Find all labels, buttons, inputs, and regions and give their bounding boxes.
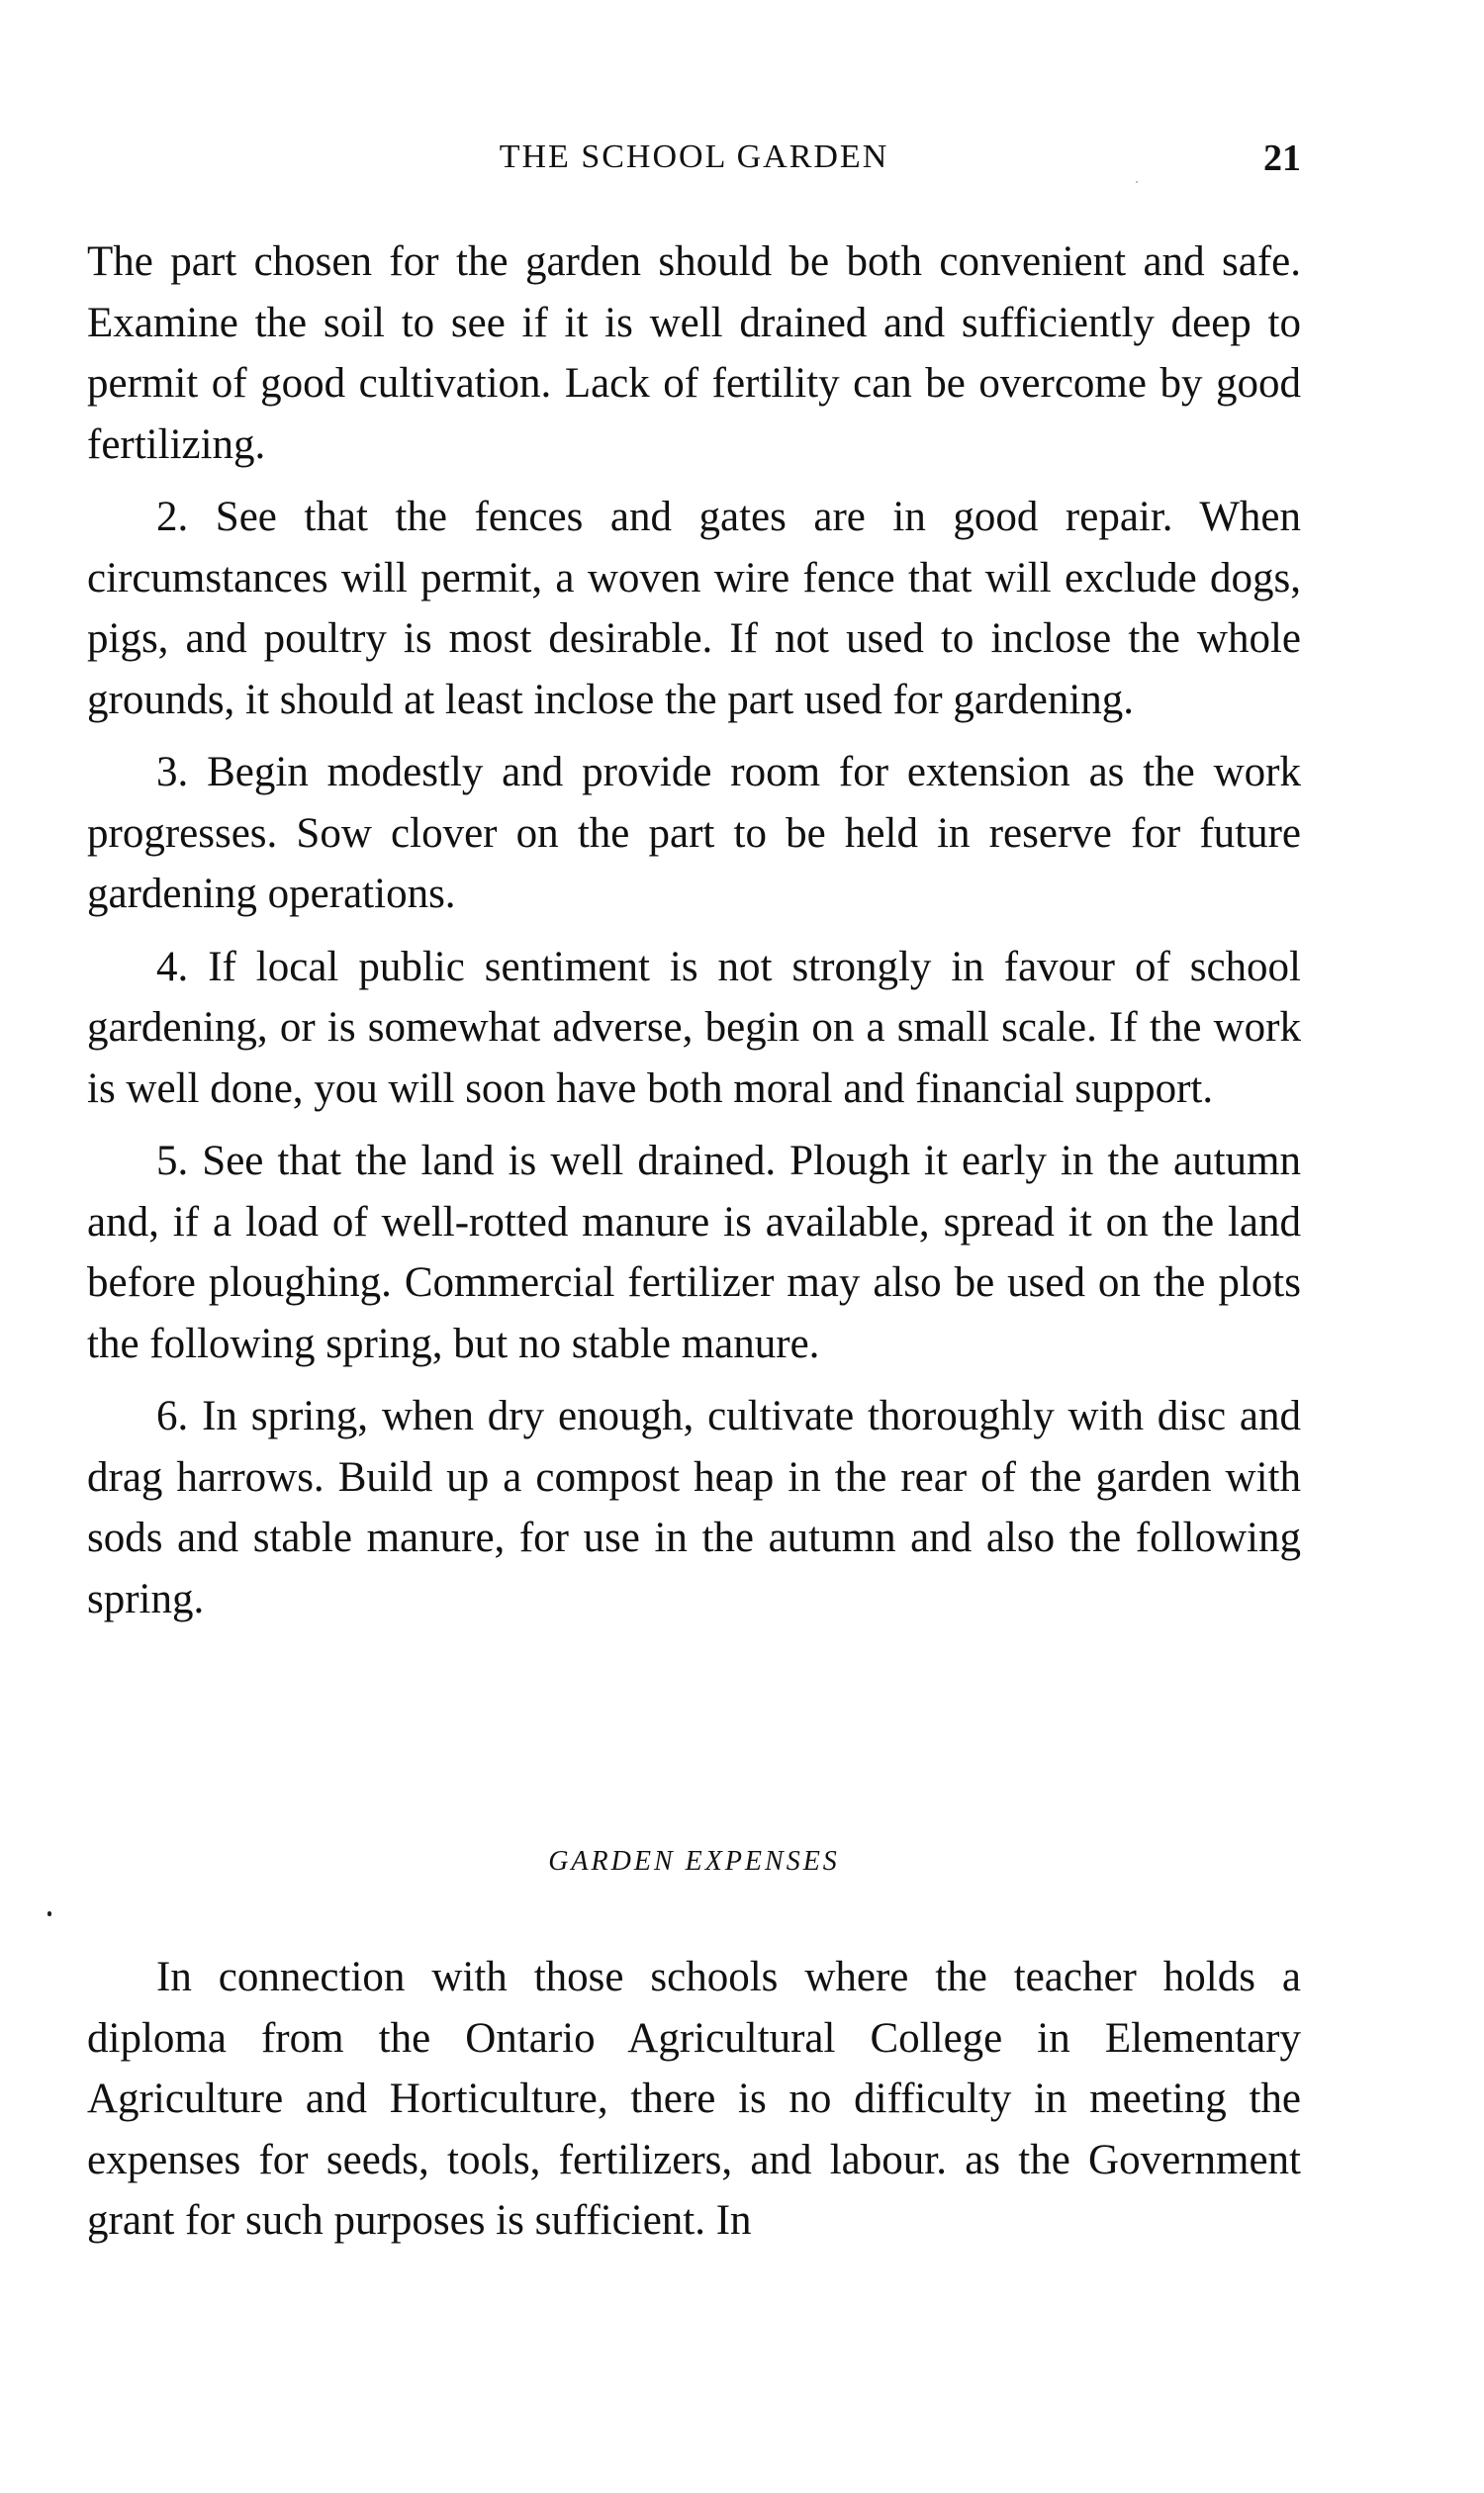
paragraph-item-6: 6. In spring, when dry enough, cultivate thoroughly with disc and drag harrows. Build up a compost heap in the rear of the garden with sods and stable manure, for use in the autumn and also the following spring. — [87, 1393, 1301, 1622]
scan-speck — [47, 1911, 51, 1916]
page-number: 21 — [1263, 138, 1301, 179]
section-body — [87, 1947, 1301, 2252]
scan-speck — [1136, 181, 1138, 183]
paragraph-item-3: 3. Begin modestly and provide room for extension as the work progresses. Sow clover on the part to be held in reserve for future gardening operations. — [87, 749, 1301, 917]
paragraph-item-2: 2. See that the fences and gates are in good repair. When circumstances will permit, a woven wire fence that will exclude dogs, pigs, and poultry is most desirable. If not used to inclose the whole grounds, it should at least inclose the part used for gardening. — [87, 494, 1301, 723]
paragraph-item-5: 5. See that the land is well drained. Plough it early in the autumn and, if a load of well-rotted manure is available, spread it on the land before ploughing. Commercial fertilizer may also be used on the plots the following spring, but no stable manure. — [87, 1138, 1301, 1367]
numbered-instructions — [87, 231, 1301, 1629]
paragraph-garden-expenses: In connection with those schools where the teacher holds a diploma from the Ontario Agricultural College in Elementary Agriculture and Horticulture, there is no difficulty in meeting the expenses for seeds, tools, fertilizers, and labour. as the Government grant for such purposes is sufficient. In — [87, 1954, 1301, 2244]
paragraph-intro: The part chosen for the garden should be both convenient and safe. Examine the soil to see if it is well drained and sufficiently deep to permit of good cultivation. Lack of fertility can be overcome by good fertilizing. — [87, 238, 1301, 468]
running-head — [87, 131, 1301, 180]
paragraph-item-4: 4. If local public sentiment is not strongly in favour of school gardening, or is somewhat adverse, begin on a small scale. If the work is well done, you will soon have both moral and financial support. — [87, 943, 1301, 1112]
running-title: THE SCHOOL GARDEN — [499, 138, 889, 175]
section-heading: GARDEN EXPENSES — [548, 1846, 840, 1877]
